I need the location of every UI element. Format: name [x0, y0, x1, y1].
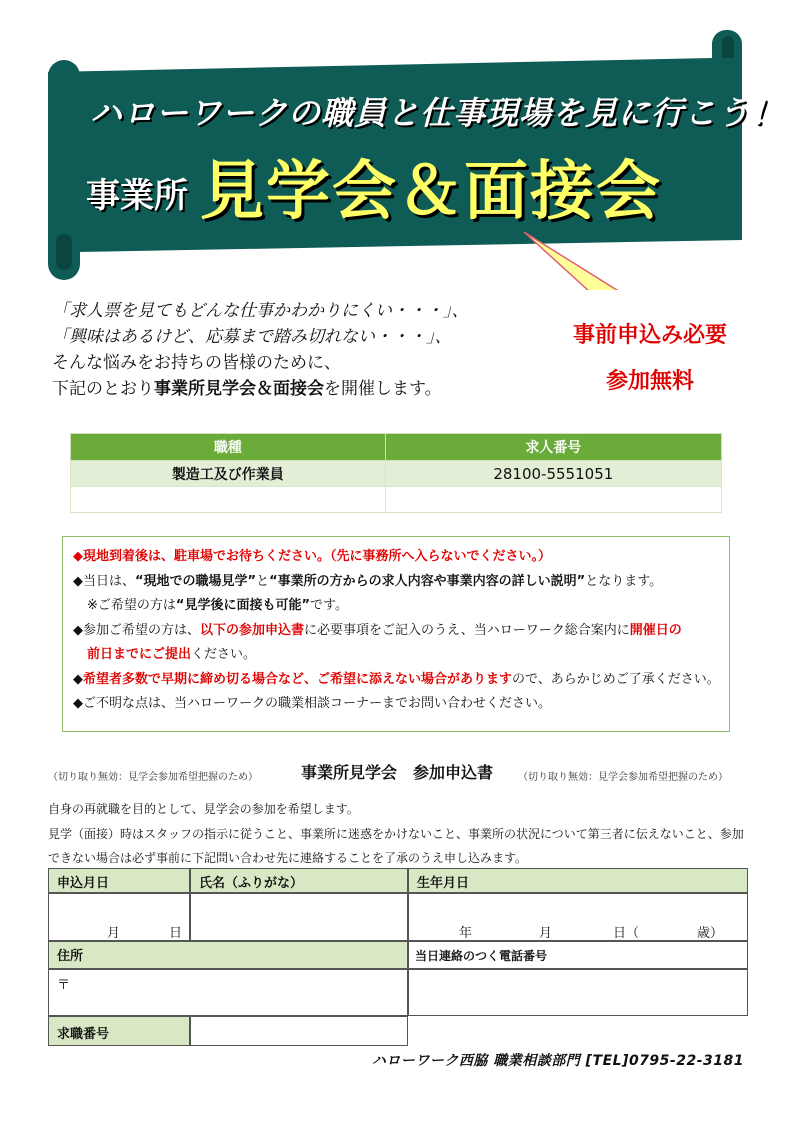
- phone-field[interactable]: [408, 969, 748, 1016]
- callout-required: 事前申込み必要: [572, 323, 727, 348]
- job-table: [70, 433, 722, 513]
- job-type-cell: 製造工及び作業員: [71, 461, 386, 487]
- job-number-cell: 28100-5551051: [385, 461, 721, 487]
- intro-line-2: 「興味はあるけど、応募まで踏み切れない・・・」、: [52, 327, 452, 347]
- notice-line-parking: ◆現地到着後は、駐車場でお待ちください。（先に事務所へ入らないでください。）: [73, 549, 551, 564]
- title-banner: [0, 0, 794, 290]
- label-apply-date: 申込月日: [48, 868, 190, 893]
- callout-free: 参加無料: [605, 369, 694, 394]
- notice-box: [62, 536, 730, 732]
- notice-line-capacity: ◆希望者多数で早期に締め切る場合など、ご希望に添えない場合がありますので、あらかじめご了承ください。: [73, 671, 720, 687]
- form-intro-1: 自身の再就職を目的として、見学会の参加を希望します。: [48, 802, 359, 816]
- banner-title-prefix: 事業所: [86, 176, 188, 216]
- job-number-cell: [385, 487, 721, 513]
- postal-mark: 〒: [57, 978, 71, 993]
- day-label: 日（: [613, 926, 640, 941]
- day-label: 日: [169, 926, 183, 941]
- intro-line-4: 下記のとおり事業所見学会＆面接会を開催します。: [52, 379, 442, 399]
- month-label: 月: [107, 926, 121, 941]
- label-address: 住所: [48, 941, 408, 969]
- notice-line-contact: ◆ご不明な点は、当ハローワークの職業相談コーナーまでお問い合わせください。: [73, 696, 551, 711]
- application-form: [48, 868, 748, 1048]
- intro-text: [52, 298, 469, 402]
- header-job-number: 求人番号: [385, 434, 721, 461]
- label-phone: 当日連絡のつく電話番号: [408, 941, 748, 969]
- job-table-header: [71, 434, 722, 461]
- job-type-cell: [71, 487, 386, 513]
- year-label: 年: [459, 926, 473, 941]
- label-name: 氏名（ふりがな）: [190, 868, 408, 893]
- intro-line-1: 「求人票を見てもどんな仕事かわかりにくい・・・」、: [52, 301, 469, 321]
- age-label: 歳）: [697, 926, 724, 941]
- table-row: [71, 487, 722, 513]
- intro-line-3: そんな悩みをお持ちの皆様のために、: [52, 353, 341, 373]
- contact-footer: ハローワーク西脇 職業相談部門 [TEL]0795-22-3181: [371, 1053, 744, 1069]
- table-row: [71, 461, 722, 487]
- notice-line-content: ◆当日は、“現地での職場見学”と“事業所の方からの求人内容や事業内容の詳しい説明”となります。: [73, 573, 663, 589]
- apply-date-field[interactable]: [48, 893, 190, 941]
- jobseeker-number-field[interactable]: [190, 1016, 408, 1046]
- banner-subtitle: ハローワークの職員と仕事現場を見に行こう！: [90, 94, 784, 132]
- birthdate-field[interactable]: [408, 893, 748, 941]
- name-field[interactable]: [190, 893, 408, 941]
- label-jobseeker-number: 求職番号: [48, 1016, 190, 1046]
- header-job-type: 職種: [71, 434, 386, 461]
- address-field[interactable]: [48, 969, 408, 1016]
- cut-note-right: （切り取り無効：見学会参加希望把握のため）: [518, 772, 728, 783]
- form-intro-2: 見学（面接）時はスタッフの指示に従うこと、事業所に迷惑をかけないこと、事業所の状況について第三者に伝えないこと、参加できない場合は必ず事前に下記問い合わせ先に連絡することを了承のうえ申し込みます。: [48, 827, 744, 865]
- notice-line-deadline: 前日までにご提出ください。: [87, 647, 257, 662]
- form-title: 事業所見学会 参加申込書: [300, 763, 493, 782]
- notice-line-apply: ◆参加ご希望の方は、以下の参加申込書に必要事項をご記入のうえ、当ハローワーク総合案内に開催日の: [73, 622, 682, 638]
- month-label: 月: [539, 926, 553, 941]
- banner-title-main: 見学会＆面接会: [200, 155, 662, 229]
- cut-note-left: （切り取り無効：見学会参加希望把握のため）: [48, 772, 258, 783]
- label-birthdate: 生年月日: [408, 868, 748, 893]
- notice-line-interview: ※ご希望の方は“見学後に面接も可能”です。: [87, 598, 348, 613]
